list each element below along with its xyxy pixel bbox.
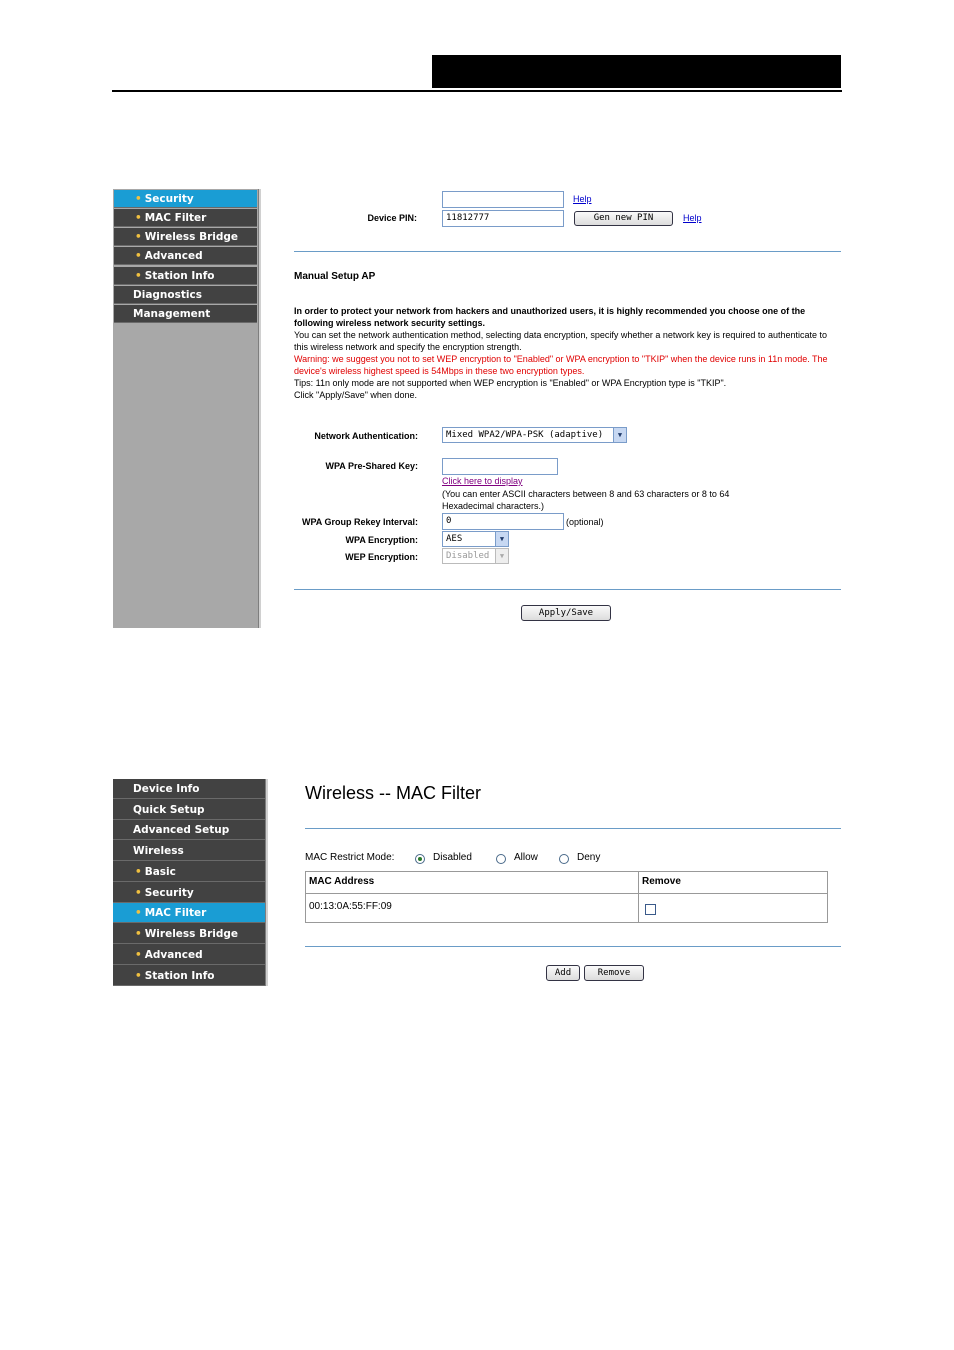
radio-deny-label: Deny (577, 852, 601, 863)
sidebar-item-device-info[interactable] (113, 779, 265, 799)
add-button[interactable]: Add (546, 965, 580, 981)
help-link[interactable]: Help (683, 213, 702, 223)
wpa-encryption-value: AES (446, 534, 463, 544)
chevron-down-icon[interactable]: ▼ (495, 532, 508, 546)
sidebar-item-label: Wireless Bridge (144, 231, 239, 243)
sidebar-item-label: Security (144, 887, 194, 899)
wpa-encryption-select[interactable] (442, 531, 509, 547)
remove-checkbox[interactable] (645, 904, 656, 915)
mac-address-cell: 00:13:0A:55:FF:09 (309, 901, 392, 912)
sidebar-item-label: Management (133, 308, 211, 320)
device-pin-field[interactable]: 11812777 (442, 210, 564, 227)
sidebar-item-mac-filter[interactable] (113, 903, 265, 923)
sidebar-item-label: Advanced (144, 250, 203, 262)
divider (305, 946, 841, 947)
apply-save-button[interactable]: Apply/Save (521, 605, 611, 621)
sidebar-item-label: Security (144, 193, 194, 205)
wps-pin-input[interactable] (442, 191, 564, 208)
sidebar-item-label: MAC Filter (144, 907, 207, 919)
sidebar-item-advanced[interactable] (114, 247, 257, 265)
radio-allow[interactable] (496, 854, 506, 864)
bullet-icon: • (135, 928, 142, 940)
sidebar-item-label: Basic (144, 866, 176, 878)
sidebar-item-quick-setup[interactable] (113, 800, 265, 820)
security-main (261, 189, 841, 628)
sidebar-item-label: Advanced (144, 949, 203, 961)
wep-encryption-select (442, 548, 509, 564)
sidebar (113, 189, 259, 628)
remove-button[interactable]: Remove (584, 965, 644, 981)
header-remove: Remove (642, 876, 681, 887)
sidebar-item-basic[interactable] (113, 862, 265, 882)
radio-disabled-label: Disabled (433, 852, 472, 863)
rekey-interval-input[interactable]: 0 (442, 513, 564, 530)
bullet-icon: • (135, 270, 142, 282)
sidebar-item-label: Wireless Bridge (144, 928, 239, 940)
radio-disabled[interactable] (415, 854, 425, 864)
sidebar-item-label: Advanced Setup (133, 824, 230, 836)
divider (294, 589, 841, 590)
network-auth-label: Network Authentication: (314, 431, 418, 441)
sidebar-item-wireless-bridge[interactable] (113, 924, 265, 944)
sidebar-item-label: Diagnostics (133, 289, 202, 301)
intro-text: You can set the network authentication method, selecting data encryption, specify whether a network key is required to authenticate to this wireless network and specify the encryption strength. (294, 330, 827, 352)
sidebar-item-security[interactable] (114, 190, 257, 208)
network-auth-select[interactable] (442, 427, 627, 443)
bullet-icon: • (135, 970, 142, 982)
radio-allow-label: Allow (514, 852, 538, 863)
psk-hint: (You can enter ASCII characters between 8 and 63 characters or 8 to 64 Hexadecimal characters.) (442, 489, 730, 511)
sidebar-item-label: Device Info (133, 783, 200, 795)
psk-input[interactable] (442, 458, 558, 475)
intro-bold-text: In order to protect your network from hackers and unauthorized users, it is highly recommended you choose one of the following wireless network security settings. (294, 306, 806, 328)
wep-encryption-value: Disabled (446, 551, 490, 561)
optional-note: (optional) (566, 517, 604, 527)
mac-filter-main (268, 779, 841, 986)
help-link[interactable]: Help (573, 194, 592, 204)
bullet-icon: • (135, 250, 142, 262)
sidebar-item-wireless[interactable] (113, 841, 265, 861)
sidebar-item-diagnostics[interactable] (114, 286, 257, 304)
psk-label: WPA Pre-Shared Key: (325, 461, 418, 471)
sidebar-item-wireless-bridge[interactable] (114, 228, 257, 246)
sidebar-item-label: MAC Filter (144, 212, 207, 224)
sidebar-item-label: Station Info (144, 970, 215, 982)
rekey-interval-label: WPA Group Rekey Interval: (301, 517, 418, 527)
mac-table (305, 871, 828, 923)
bullet-icon: • (135, 907, 142, 919)
manual-setup-heading: Manual Setup AP (294, 271, 376, 282)
document-header-bar (432, 55, 841, 88)
click-apply-text: Click "Apply/Save" when done. (294, 390, 417, 400)
security-screenshot (113, 189, 841, 628)
bullet-icon: • (135, 212, 142, 224)
chevron-down-icon: ▼ (495, 549, 508, 563)
mac-filter-screenshot (113, 779, 841, 986)
sidebar-item-advanced-setup[interactable] (113, 820, 265, 840)
bullet-icon: • (135, 231, 142, 243)
table-divider (306, 893, 827, 894)
network-auth-value: Mixed WPA2/WPA-PSK (adaptive) (446, 430, 604, 440)
radio-deny[interactable] (559, 854, 569, 864)
sidebar-item-label: Station Info (144, 270, 215, 282)
divider (305, 828, 841, 829)
wpa-encryption-label: WPA Encryption: (345, 535, 418, 545)
gen-new-pin-button[interactable]: Gen new PIN (574, 211, 673, 226)
sidebar-item-management[interactable] (114, 305, 257, 323)
bullet-icon: • (135, 866, 142, 878)
chevron-down-icon[interactable]: ▼ (613, 428, 626, 442)
bullet-icon: • (135, 193, 142, 205)
sidebar-item-station-info[interactable] (114, 267, 257, 285)
page-title: Wireless -- MAC Filter (305, 783, 481, 803)
document-header-rule (112, 90, 842, 92)
sidebar-item-label: Quick Setup (133, 804, 205, 816)
tips-text: Tips: 11n only mode are not supported when WEP encryption is "Enabled" or WPA Encryption type is "TKIP". (294, 378, 727, 388)
sidebar (113, 779, 266, 986)
device-pin-label: Device PIN: (367, 213, 417, 223)
wep-encryption-label: WEP Encryption: (345, 552, 418, 562)
divider (294, 251, 841, 252)
warning-text: Warning: we suggest you not to set WEP encryption to "Enabled" or WPA encryption to "TKIP" when the device runs in 11n mode. The device's wireless highest speed is 54Mbps in these two encryption types. (294, 354, 828, 376)
sidebar-item-security[interactable] (113, 883, 265, 903)
sidebar-item-advanced[interactable] (113, 945, 265, 965)
sidebar-item-mac-filter[interactable] (114, 209, 257, 227)
click-to-display-link[interactable]: Click here to display (442, 476, 523, 486)
header-mac-address: MAC Address (309, 876, 375, 887)
bullet-icon: • (135, 949, 142, 961)
sidebar-item-label: Wireless (133, 845, 184, 857)
restrict-mode-label: MAC Restrict Mode: (305, 852, 395, 863)
sidebar-item-station-info[interactable] (113, 966, 265, 986)
bullet-icon: • (135, 887, 142, 899)
